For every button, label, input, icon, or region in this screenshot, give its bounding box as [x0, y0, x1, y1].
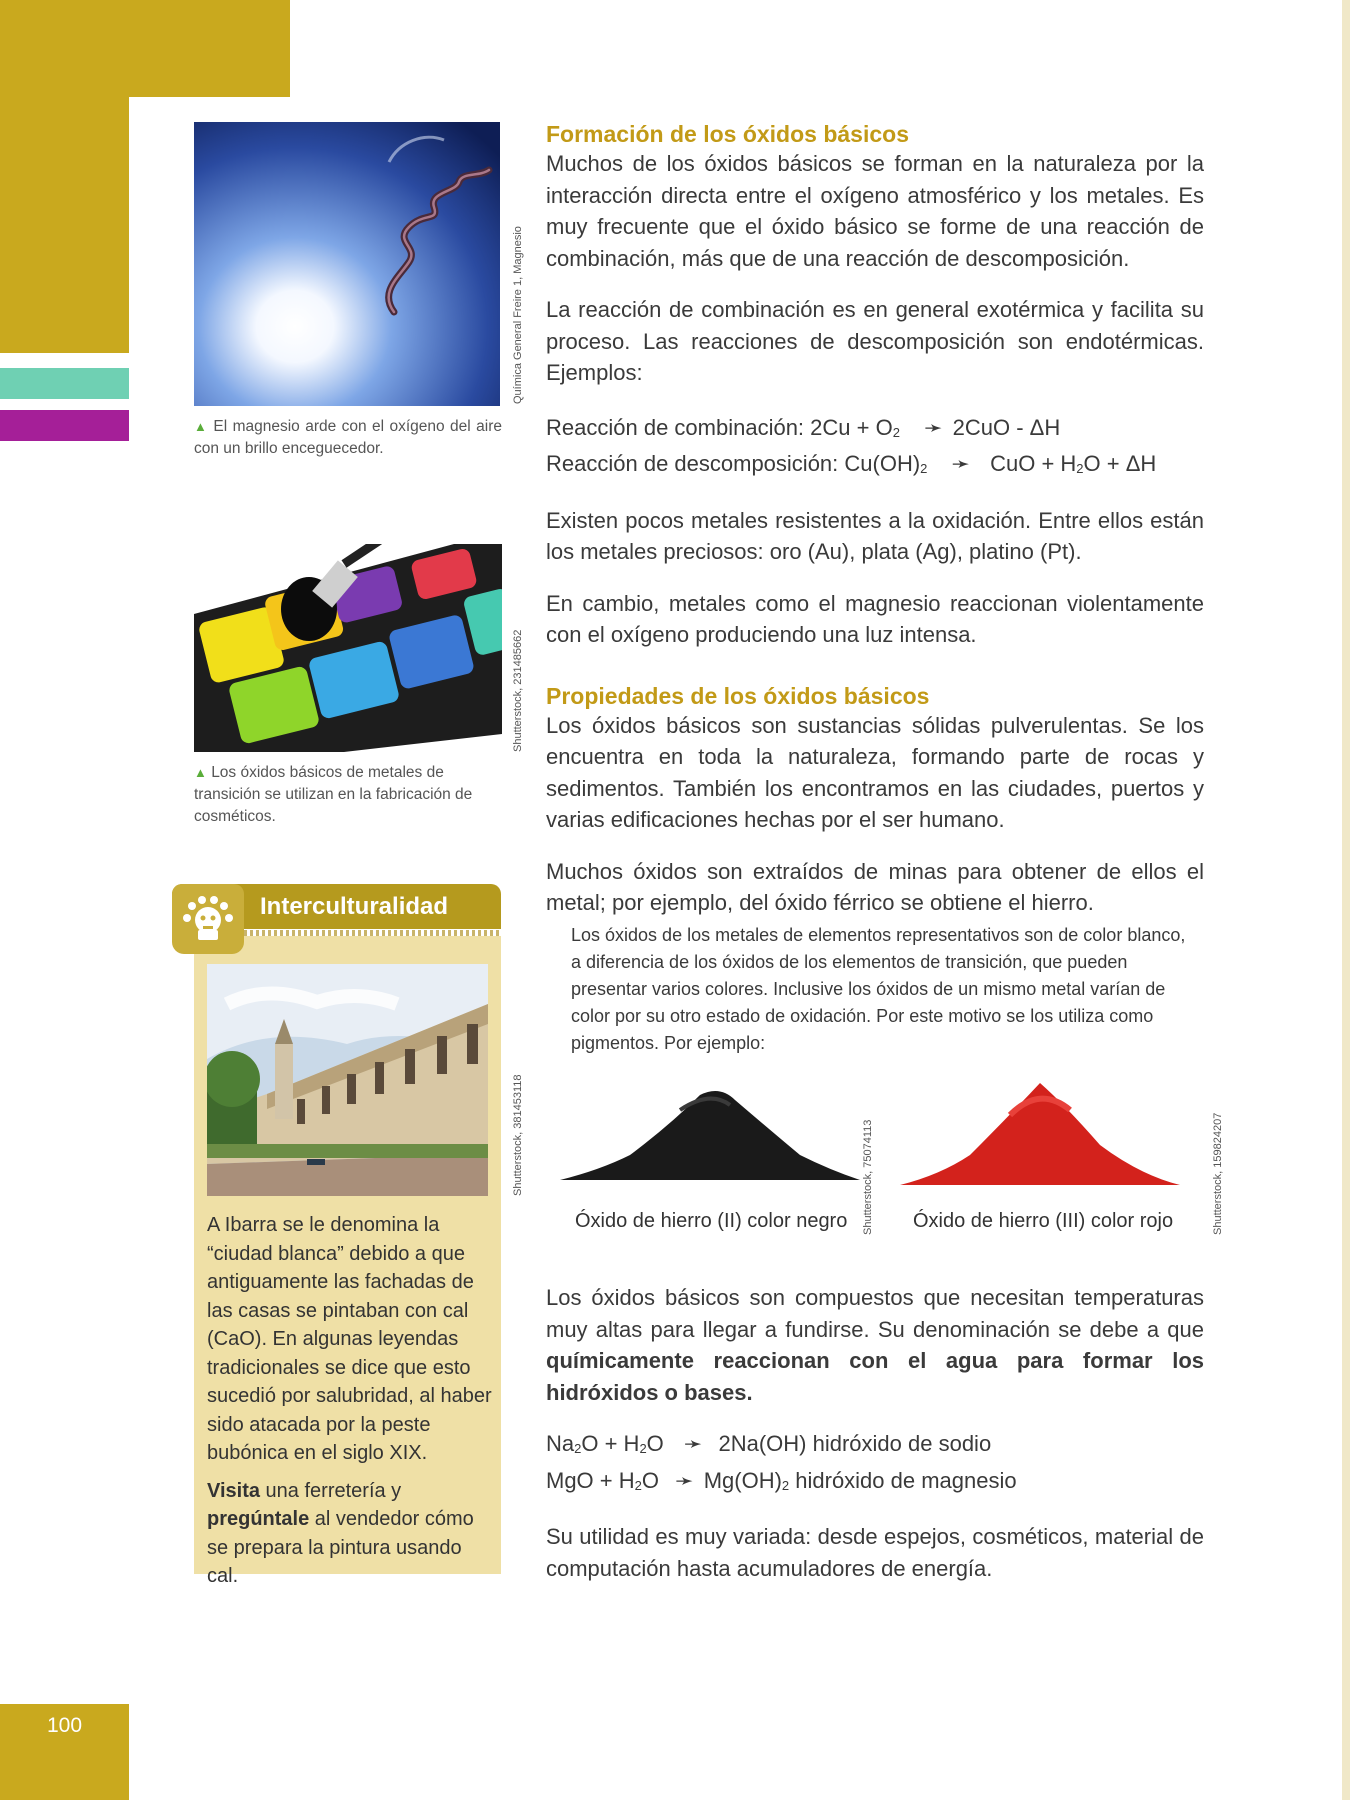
p4-bold: químicamente reaccionan con el agua para formar los hidróxidos o bases.	[546, 1348, 1204, 1405]
propiedades-p1: Los óxidos básicos son sustancias sólidas pulverulentas. Se los encuentra en toda la naturaleza, formando parte de rocas y sedimentos. También los encontramos en las ciudades, puertos y varias edificaciones hechas por el ser humano.	[546, 712, 1204, 832]
magnesium-photo-credit: Química General Freire 1, Magnesio	[512, 226, 524, 404]
magnesium-caption-text: El magnesio arde con el oxígeno del aire con un brillo enceguecedor.	[194, 418, 502, 457]
pigments-paragraph: Los óxidos de los metales de elementos representativos son de color blanco, a diferencia de los óxidos de los elementos de transición, que pueden presentar varios colores. Inclusive los óxidos de un mismo metal varían de color por su otro estado de oxidación. Por este motivo se los utiliza como pigmentos. Por ejemplo:	[571, 925, 1186, 1053]
eq1-label: Reacción de combinación: 2Cu + O	[546, 414, 893, 440]
eq3-product: 2Na(OH) hidróxido de sodio	[718, 1431, 992, 1456]
eq3-a-sub: 2	[574, 1441, 582, 1456]
visit-bold: Visita	[207, 1479, 260, 1502]
formacion-p2: La reacción de combinación es en general exotérmica y facilita su proceso. Las reacciones de descomposición son endotérmicas. Ejemplos:	[546, 297, 1204, 385]
eq2-product-a: CuO + H	[990, 451, 1077, 476]
eq2-label: Reacción de descomposición: Cu(OH)	[546, 451, 921, 476]
page-number: 100	[46, 1714, 83, 1737]
black-oxide-credit: Shutterstock, 75074113	[862, 1119, 874, 1235]
visit-mid: una ferretería y	[260, 1479, 402, 1502]
decor-bar-top	[0, 0, 290, 97]
formacion-p4: En cambio, metales como el magnesio reaccionan violentamente con el oxígeno produciendo una luz intensa.	[546, 590, 1204, 647]
main-column	[546, 121, 1204, 919]
cosmetics-caption	[194, 762, 504, 828]
ask-bold: pregúntale	[207, 1508, 310, 1530]
eq3-b: O + H	[581, 1431, 640, 1456]
equation-combination	[546, 412, 1204, 449]
equation-sodium	[546, 1428, 1204, 1465]
black-oxide-photo	[560, 1075, 860, 1195]
eq3-b-sub: 2	[639, 1441, 647, 1456]
magnesium-caption	[194, 416, 502, 460]
eq4-a-sub: 2	[634, 1477, 642, 1493]
equation-magnesium	[546, 1465, 1204, 1502]
arrow-icon: ➛	[951, 451, 970, 476]
lower-column	[546, 1282, 1204, 1584]
black-oxide-label: Óxido de hierro (II) color negro	[575, 1210, 848, 1232]
cosmetics-caption-text: Los óxidos básicos de metales de transición se utilizan en la fabricación de cosméticos.	[194, 764, 473, 825]
eq2-product-sub: 2	[1076, 461, 1084, 476]
p4-start: Los óxidos básicos son compuestos que necesitan temperaturas muy altas para llegar a fundirse. Su denominación se debe a que	[546, 1285, 1204, 1342]
cosmetics-photo	[194, 544, 502, 752]
cosmetics-photo-credit: Shutterstock, 231485662	[512, 629, 524, 752]
propiedades-p2: Muchos óxidos son extraídos de minas para obtener de ellos el metal; por ejemplo, del óxido férrico se obtiene el hierro.	[546, 858, 1204, 915]
section-heading-propiedades: Propiedades de los óxidos básicos	[546, 682, 930, 709]
red-oxide-photo	[900, 1075, 1180, 1195]
ibarra-photo-credit: Shutterstock, 381453118	[512, 1074, 524, 1196]
arrow-icon: ➛	[683, 1431, 703, 1456]
decor-bar-right	[1342, 0, 1350, 1800]
equations-block-1	[546, 412, 1204, 485]
ibarra-photo	[207, 964, 488, 1196]
decor-bar-magenta	[0, 410, 129, 441]
magnesium-photo	[194, 122, 500, 406]
eq1-product: 2CuO - ΔH	[952, 414, 1061, 440]
propiedades-p4	[546, 1282, 1204, 1408]
decor-bar-teal	[0, 368, 129, 399]
interculturalidad-activity	[207, 1477, 497, 1591]
decor-bar-side	[0, 97, 129, 353]
eq2-sub: 2	[920, 461, 928, 476]
eq3-c: O	[646, 1431, 664, 1456]
red-oxide-label: Óxido de hierro (III) color rojo	[913, 1210, 1174, 1232]
visit-end: al vendedor cómo se prepara la pintura usando cal.	[207, 1508, 474, 1587]
eq4-a: MgO + H	[546, 1467, 635, 1493]
caption-triangle-icon: ▲	[194, 419, 208, 434]
eq2-product-b: O + ΔH	[1083, 451, 1157, 476]
propiedades-p5: Su utilidad es muy variada: desde espejos, cosméticos, material de computación hasta acumuladores de energía.	[546, 1524, 1204, 1581]
eq3-a: Na	[546, 1431, 575, 1456]
interculturalidad-paragraph: A Ibarra se le denomina la “ciudad blanca” debido a que antiguamente las fachadas de las casas se pintaban con cal (CaO). En algunas leyendas tradicionales se dice que esto sucedió por salubridad, al haber sido atacada por la peste bubónica en el siglo XIX.	[207, 1214, 492, 1464]
equations-block-2	[546, 1428, 1204, 1501]
equation-decomposition	[546, 448, 1204, 485]
eq4-b: O	[641, 1467, 659, 1493]
interculturalidad-text	[207, 1211, 497, 1591]
arrow-icon: ➛	[924, 414, 943, 440]
interculturalidad-icon-box	[172, 884, 244, 954]
eq1-sub: 2	[892, 424, 900, 440]
section-heading-formacion: Formación de los óxidos básicos	[546, 121, 909, 147]
arrow-icon: ➛	[675, 1467, 694, 1493]
eq4-product-b: hidróxido de magnesio	[789, 1467, 1017, 1493]
interculturalidad-divider	[244, 930, 501, 936]
eq4-product-sub: 2	[781, 1477, 790, 1493]
interculturalidad-title: Interculturalidad	[260, 893, 449, 920]
eq4-product-a: Mg(OH)	[703, 1467, 782, 1493]
red-oxide-credit: Shutterstock, 159824207	[1212, 1112, 1224, 1235]
formacion-p3: Existen pocos metales resistentes a la oxidación. Entre ellos están los metales preciosos: oro (Au), plata (Ag), platino (Pt).	[546, 507, 1204, 564]
caption-triangle-icon: ▲	[194, 765, 207, 780]
mask-icon	[172, 884, 244, 954]
formacion-p1: Muchos de los óxidos básicos se forman en la naturaleza por la interacción directa entre el oxígeno atmosférico y los metales. Es muy frecuente que el óxido básico se forme de una reacción de combinación, más que de una reacción de descomposición.	[546, 151, 1204, 271]
